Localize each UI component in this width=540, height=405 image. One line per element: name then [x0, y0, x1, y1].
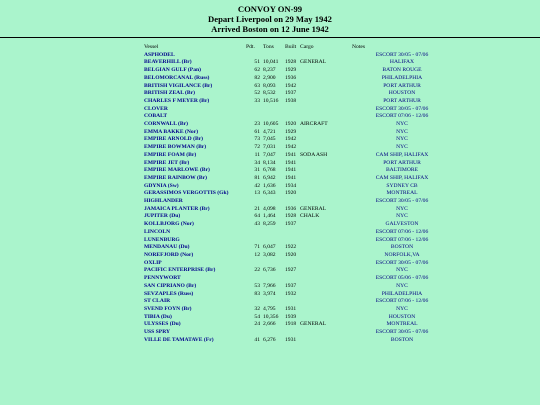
table-row	[144, 75, 452, 83]
tons-cell: 10,516	[263, 97, 279, 104]
notes-cell: BOSTON	[390, 336, 414, 343]
pdt-cell	[246, 229, 263, 237]
pdt-cell: 11	[254, 151, 260, 158]
cargo-cell	[300, 237, 352, 245]
table-row	[144, 98, 452, 106]
pdt-cell: 33	[254, 97, 260, 104]
cargo-cell: AIRCRAFT	[300, 121, 328, 128]
built-cell: 1922	[285, 244, 297, 251]
notes-cell: NORFOLK,VA	[384, 251, 420, 258]
pdt-cell	[246, 52, 263, 60]
built-cell: 1941	[285, 151, 297, 158]
table-row	[144, 206, 452, 214]
tons-cell: 6,736	[263, 267, 276, 274]
table-row	[144, 167, 452, 175]
notes-cell: BATON ROUGE	[382, 67, 422, 74]
cargo-cell	[300, 136, 352, 144]
vessel-cell: CLOVER	[144, 105, 168, 112]
column-header-tons: Tons	[263, 44, 274, 50]
pdt-cell: 21	[254, 205, 260, 212]
pdt-cell: 52	[254, 90, 260, 97]
tons-cell: 4,098	[263, 205, 276, 212]
vessel-cell: NOREFJORD (Nor)	[144, 251, 194, 258]
cargo-cell	[300, 160, 352, 168]
tons-cell: 10,041	[263, 59, 279, 66]
pdt-cell: 41	[254, 336, 260, 343]
cargo-cell	[300, 291, 352, 299]
vessel-cell: EMPIRE RAINBOW (Br)	[144, 174, 207, 181]
notes-cell: BOSTON	[390, 244, 414, 251]
tons-cell: 6,942	[263, 174, 276, 181]
built-cell: 1941	[285, 167, 297, 174]
cargo-cell	[300, 314, 352, 322]
vessel-cell: ULYSSES (Du)	[144, 321, 181, 328]
table-header-row	[144, 44, 452, 52]
vessel-cell: SEVZAPLES (Russ)	[144, 290, 194, 297]
built-cell: 1937	[285, 282, 297, 289]
cargo-cell	[300, 183, 352, 191]
built-cell: 1941	[285, 159, 297, 166]
tons-cell	[263, 52, 285, 60]
notes-cell: BALTIMORE	[385, 167, 419, 174]
notes-cell: PORT ARTHUR	[383, 159, 421, 166]
cargo-cell: GENERAL	[300, 321, 327, 328]
cargo-cell	[300, 106, 352, 114]
vessel-cell: BRITISH ZEAL (Br)	[144, 90, 195, 97]
cargo-cell	[300, 306, 352, 314]
notes-cell: HALIFAX	[389, 59, 415, 66]
vessel-cell: COBALT	[144, 113, 168, 120]
cargo-cell	[300, 167, 352, 175]
page-title: CONVOY ON-99	[237, 4, 303, 14]
vessel-cell: LINCOLN	[144, 228, 171, 235]
cargo-cell	[300, 267, 352, 275]
tons-cell: 7,966	[263, 282, 276, 289]
vessel-cell: ASPHODEL	[144, 51, 175, 58]
built-cell: 1934	[285, 182, 297, 189]
tons-cell: 8,532	[263, 90, 276, 97]
table-row	[144, 252, 452, 260]
built-cell: 1937	[285, 90, 297, 97]
notes-cell: NYC	[396, 305, 408, 312]
table-row	[144, 136, 452, 144]
vessel-cell: CORNWALL (Br)	[144, 121, 188, 128]
built-cell: 1920	[285, 121, 297, 128]
tons-cell: 7,047	[263, 151, 276, 158]
table-row	[144, 67, 452, 75]
built-cell: 1936	[285, 205, 297, 212]
notes-cell: PORT ARTHUR	[383, 97, 421, 104]
built-cell: 1928	[285, 213, 297, 220]
notes-cell: ESCORT 30/05 - 07/06	[375, 329, 429, 336]
pdt-cell: 82	[254, 74, 260, 81]
vessel-cell: EMMA BAKKE (Nor)	[144, 128, 199, 135]
vessel-cell: TIBIA (Du)	[144, 313, 172, 320]
vessel-cell: BELGIAN GULF (Pan)	[144, 67, 201, 74]
tons-cell	[263, 298, 285, 306]
pdt-cell: 83	[254, 290, 260, 297]
table-row	[144, 90, 452, 98]
column-header-vessel: Vessel	[144, 44, 159, 50]
built-cell	[285, 237, 300, 245]
pdt-cell: 73	[254, 136, 260, 143]
vessel-cell: GERASSIMOS VERGOTTIS (Gk)	[144, 190, 229, 197]
tons-cell: 1,464	[263, 213, 276, 220]
built-cell: 1927	[285, 267, 297, 274]
tons-cell: 3,974	[263, 290, 276, 297]
notes-cell: MONTREAL	[386, 190, 418, 197]
notes-cell: ESCORT 30/05 - 07/06	[375, 51, 429, 58]
cargo-cell: GENERAL	[300, 59, 327, 66]
pdt-cell: 64	[254, 213, 260, 220]
tons-cell	[263, 237, 285, 245]
tons-cell: 6,047	[263, 244, 276, 251]
table-row	[144, 314, 452, 322]
notes-cell: MONTREAL	[386, 321, 418, 328]
pdt-cell: 53	[254, 282, 260, 289]
table-row	[144, 306, 452, 314]
pdt-cell: 34	[254, 159, 260, 166]
vessel-cell: BRITISH VIGILANCE (Br)	[144, 82, 213, 89]
tons-cell: 10,605	[263, 121, 279, 128]
vessel-cell: JAMAICA PLANTER (Br)	[144, 205, 210, 212]
built-cell: 1942	[285, 144, 297, 151]
vessel-cell: LUNENBURG	[144, 236, 180, 243]
built-cell: 1918	[285, 321, 297, 328]
departure-line: Depart Liverpool on 29 May 1942	[208, 14, 332, 24]
tons-cell	[263, 260, 285, 268]
vessel-cell: BEAVERHILL (Br)	[144, 59, 192, 66]
tons-cell: 7,045	[263, 136, 276, 143]
table-row	[144, 113, 452, 121]
tons-cell: 6,276	[263, 336, 276, 343]
pdt-cell: 61	[254, 128, 260, 135]
table-row	[144, 337, 452, 345]
notes-cell: ESCORT 30/05 - 07/06	[375, 198, 429, 205]
pdt-cell: 13	[254, 190, 260, 197]
cargo-cell	[300, 190, 352, 198]
built-cell	[285, 260, 300, 268]
column-header-built: Built	[285, 44, 297, 50]
pdt-cell	[246, 106, 263, 114]
vessel-cell: SVEND FOYN (Br)	[144, 305, 192, 312]
cargo-cell	[300, 229, 352, 237]
built-cell	[285, 229, 300, 237]
built-cell: 1939	[285, 313, 297, 320]
vessel-cell: GDYNIA (Sw)	[144, 182, 179, 189]
notes-cell: CAM SHIP, HALIFAX	[375, 151, 429, 158]
notes-cell: ESCORT 07/06 - 12/06	[375, 298, 429, 305]
notes-cell: ESCORT 07/06 - 12/06	[375, 236, 429, 243]
pdt-cell: 22	[254, 267, 260, 274]
cargo-cell	[300, 75, 352, 83]
tons-cell: 8,093	[263, 82, 276, 89]
pdt-cell: 71	[254, 244, 260, 251]
notes-cell: NYC	[396, 144, 408, 151]
vessel-cell: EMPIRE JET (Br)	[144, 159, 190, 166]
built-cell: 1929	[285, 67, 297, 74]
cargo-cell: GENERAL	[300, 205, 327, 212]
column-header-pdt: Pdt.	[246, 44, 255, 50]
tons-cell: 7,031	[263, 144, 276, 151]
built-cell	[285, 106, 300, 114]
tons-cell: 8,237	[263, 67, 276, 74]
notes-cell: NYC	[396, 136, 408, 143]
notes-cell: ESCORT 30/05 - 07/06	[375, 259, 429, 266]
tons-cell: 2,900	[263, 74, 276, 81]
table-row	[144, 190, 452, 198]
vessel-cell: JUPITER (Du)	[144, 213, 181, 220]
pdt-cell: 24	[254, 321, 260, 328]
notes-cell: NYC	[396, 282, 408, 289]
cargo-cell	[300, 329, 352, 337]
vessel-cell: ST CLAIR	[144, 298, 171, 305]
vessel-cell: CHARLES F MEYER (Br)	[144, 97, 210, 104]
notes-cell: NYC	[396, 128, 408, 135]
pdt-cell: 12	[254, 251, 260, 258]
cargo-cell	[300, 144, 352, 152]
table-row	[144, 59, 452, 67]
notes-cell: PORT ARTHUR	[383, 82, 421, 89]
tons-cell	[263, 229, 285, 237]
tons-cell: 4,721	[263, 128, 276, 135]
notes-cell: CAM SHIP, HALIFAX	[375, 174, 429, 181]
pdt-cell: 51	[254, 59, 260, 66]
cargo-cell: SODA ASH	[300, 151, 328, 158]
built-cell	[285, 52, 300, 60]
cargo-cell	[300, 83, 352, 91]
pdt-cell: 54	[254, 313, 260, 320]
table-row	[144, 121, 452, 129]
cargo-cell: CHALK	[300, 213, 320, 220]
built-cell	[285, 298, 300, 306]
notes-cell: PHILADELPHIA	[381, 74, 423, 81]
cargo-cell	[300, 244, 352, 252]
built-cell	[285, 113, 300, 121]
vessel-cell: USS SPRY	[144, 329, 171, 336]
pdt-cell	[246, 260, 263, 268]
table-row	[144, 283, 452, 291]
vessel-cell: EMPIRE ARNOLD (Br)	[144, 136, 204, 143]
vessel-cell: BELOMORCANAL (Russ)	[144, 74, 210, 81]
table-row	[144, 244, 452, 252]
tons-cell: 3,082	[263, 251, 276, 258]
column-header-cargo: Cargo	[300, 44, 314, 50]
vessel-cell: VILLE DE TAMATAVE (Fr)	[144, 336, 214, 343]
arrival-line: Arrived Boston on 12 June 1942	[211, 24, 329, 34]
pdt-cell: 63	[254, 82, 260, 89]
table-row	[144, 221, 452, 229]
notes-cell: GALVESTON	[385, 221, 419, 228]
built-cell	[285, 198, 300, 206]
vessel-cell: MENDANAU (Du)	[144, 244, 190, 251]
notes-cell: NYC	[396, 205, 408, 212]
built-cell: 1937	[285, 221, 297, 228]
tons-cell	[263, 329, 285, 337]
vessel-cell: HIGHLANDER	[144, 198, 183, 205]
built-cell: 1942	[285, 136, 297, 143]
notes-cell: ESCORT 07/06 - 12/06	[375, 113, 429, 120]
notes-cell: NYC	[396, 121, 408, 128]
table-row	[144, 291, 452, 299]
vessel-cell: EMPIRE FOAM (Br)	[144, 151, 197, 158]
notes-cell: PHILADELPHIA	[381, 290, 423, 297]
tons-cell: 8,259	[263, 221, 276, 228]
cargo-cell	[300, 198, 352, 206]
notes-cell: NYC	[396, 267, 408, 274]
notes-cell: HOUSTON	[388, 313, 416, 320]
pdt-cell: 81	[254, 174, 260, 181]
notes-cell: ESCORT 07/06 - 12/06	[375, 228, 429, 235]
built-cell: 1928	[285, 59, 297, 66]
notes-cell: SYDNEY CB	[386, 182, 418, 189]
table-row	[144, 267, 452, 275]
built-cell	[285, 329, 300, 337]
cargo-cell	[300, 252, 352, 260]
tons-cell	[263, 198, 285, 206]
built-cell: 1942	[285, 82, 297, 89]
tons-cell: 4,795	[263, 305, 276, 312]
cargo-cell	[300, 67, 352, 75]
tons-cell: 6,343	[263, 190, 276, 197]
built-cell: 1929	[285, 128, 297, 135]
pdt-cell	[246, 113, 263, 121]
vessel-cell: PENNYWORT	[144, 275, 181, 282]
built-cell: 1920	[285, 251, 297, 258]
cargo-cell	[300, 260, 352, 268]
built-cell: 1938	[285, 97, 297, 104]
tons-cell	[263, 275, 285, 283]
pdt-cell: 42	[254, 182, 260, 189]
table-row	[144, 106, 452, 114]
cargo-cell	[300, 275, 352, 283]
tons-cell: 1,636	[263, 182, 276, 189]
table-row	[144, 175, 452, 183]
tons-cell	[263, 106, 285, 114]
pdt-cell	[246, 298, 263, 306]
pdt-cell: 43	[254, 221, 260, 228]
cargo-cell	[300, 113, 352, 121]
header-divider	[0, 37, 540, 38]
convoy-header	[0, 0, 540, 34]
cargo-cell	[300, 98, 352, 106]
built-cell: 1936	[285, 74, 297, 81]
notes-cell: ESCORT 05/06 - 07/06	[375, 275, 429, 282]
pdt-cell	[246, 275, 263, 283]
pdt-cell: 62	[254, 67, 260, 74]
vessel-cell: EMPIRE BOWMAN (Br)	[144, 144, 207, 151]
notes-cell: NYC	[396, 213, 408, 220]
table-row	[144, 298, 452, 306]
table-row	[144, 198, 452, 206]
vessel-cell: SAN CIPRIANO (Br)	[144, 282, 197, 289]
tons-cell	[263, 113, 285, 121]
built-cell	[285, 275, 300, 283]
tons-cell: 2,666	[263, 321, 276, 328]
pdt-cell: 32	[254, 305, 260, 312]
table-row	[144, 144, 452, 152]
cargo-cell	[300, 52, 352, 60]
table-row	[144, 329, 452, 337]
pdt-cell	[246, 198, 263, 206]
built-cell: 1920	[285, 190, 297, 197]
column-header-notes: Notes	[352, 44, 366, 50]
vessel-cell: OXLIP	[144, 259, 162, 266]
pdt-cell: 23	[254, 121, 260, 128]
cargo-cell	[300, 283, 352, 291]
cargo-cell	[300, 298, 352, 306]
tons-cell: 8,134	[263, 159, 276, 166]
convoy-table	[144, 44, 452, 344]
tons-cell: 10,356	[263, 313, 279, 320]
table-row	[144, 229, 452, 237]
tons-cell: 6,768	[263, 167, 276, 174]
table-row	[144, 321, 452, 329]
notes-cell: ESCORT 30/05 - 07/06	[375, 105, 429, 112]
built-cell: 1931	[285, 336, 297, 343]
pdt-cell: 31	[254, 167, 260, 174]
table-row	[144, 152, 452, 160]
cargo-cell	[300, 175, 352, 183]
built-cell: 1932	[285, 290, 297, 297]
vessel-cell: KOLLBJORG (Nor)	[144, 221, 194, 228]
pdt-cell: 72	[254, 144, 260, 151]
notes-cell: HOUSTON	[388, 90, 416, 97]
built-cell: 1931	[285, 305, 297, 312]
vessel-cell: PACIFIC ENTERPRISE (Br)	[144, 267, 216, 274]
cargo-cell	[300, 90, 352, 98]
table-row	[144, 275, 452, 283]
vessel-cell: EMPIRE MARLOWE (Br)	[144, 167, 210, 174]
cargo-cell	[300, 337, 352, 345]
table-row	[144, 237, 452, 245]
cargo-cell	[300, 129, 352, 137]
cargo-cell	[300, 221, 352, 229]
pdt-cell	[246, 237, 263, 245]
built-cell: 1941	[285, 174, 297, 181]
pdt-cell	[246, 329, 263, 337]
